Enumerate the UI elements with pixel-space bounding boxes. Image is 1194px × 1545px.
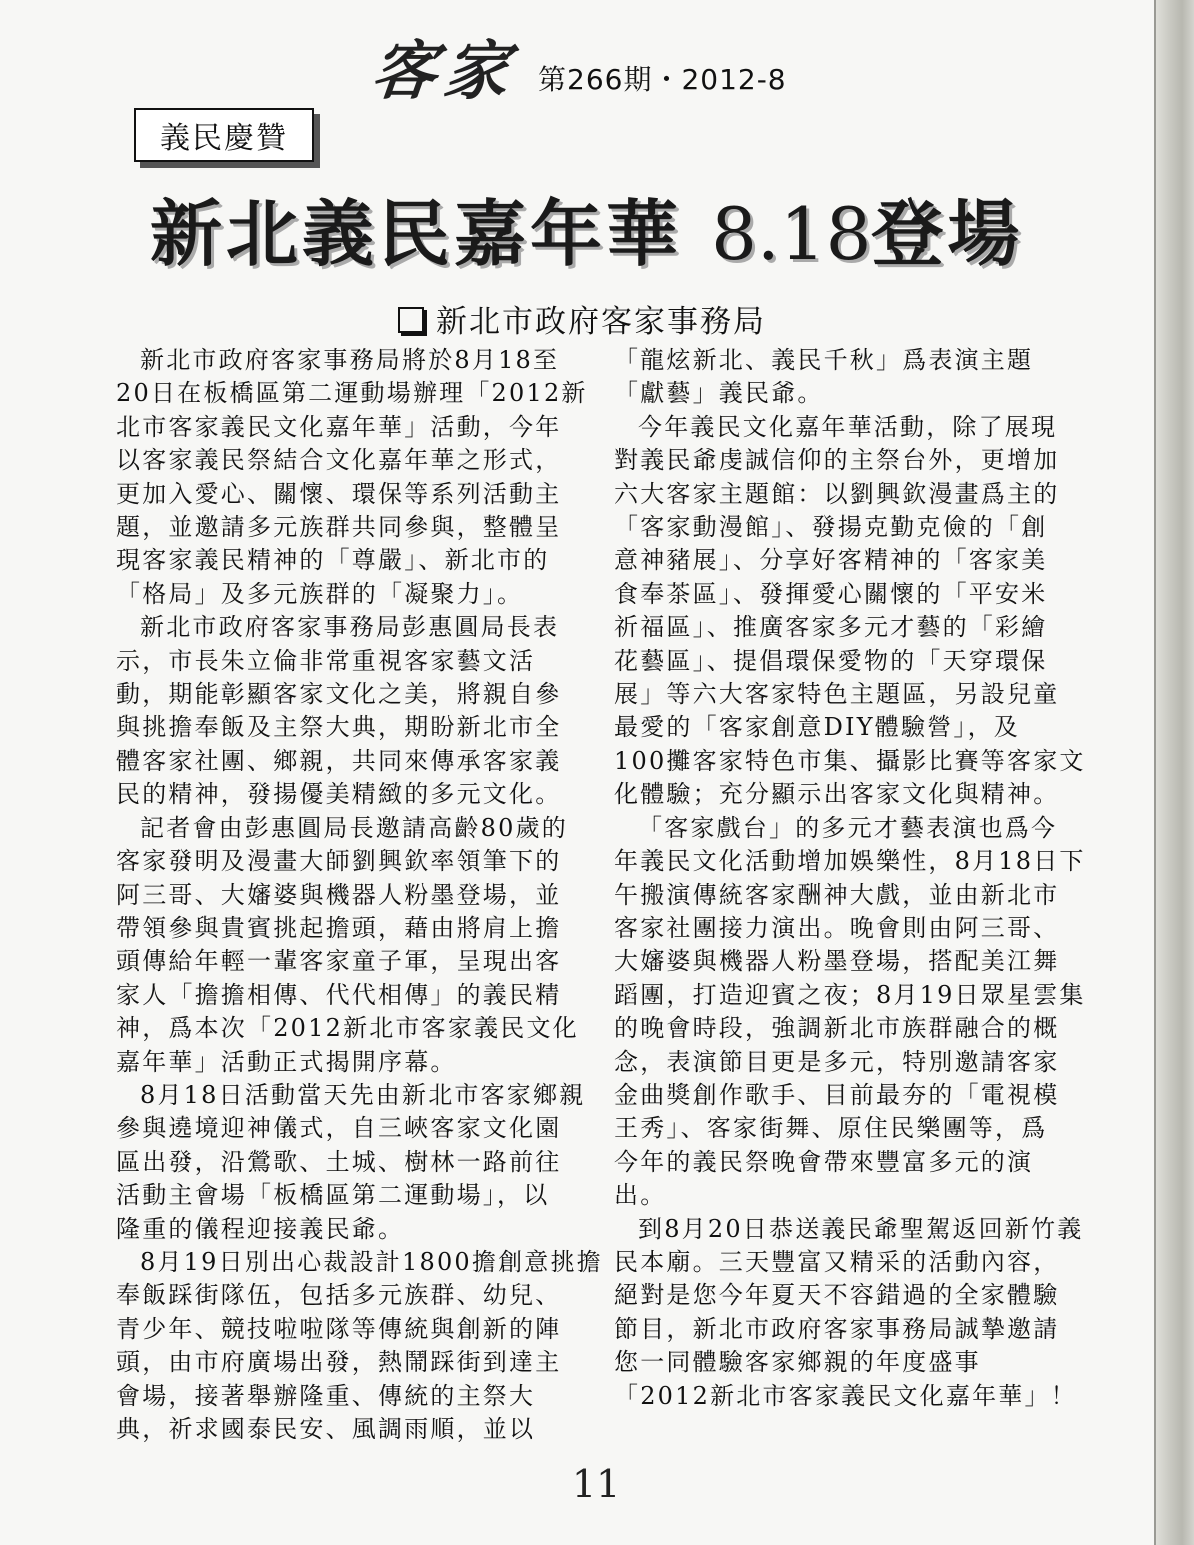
text-line: 六大客家主題館：以劉興欽漫畫爲主的 bbox=[614, 479, 1060, 508]
byline bbox=[398, 296, 766, 341]
text-line: 食奉茶區」、發揮愛心關懷的「平安米 bbox=[614, 579, 1048, 608]
text-line: 會場，接著舉辦隆重、傳統的主祭大 bbox=[116, 1381, 536, 1410]
text-line: 與挑擔奉飯及主祭大典，期盼新北市全 bbox=[116, 713, 562, 742]
text-line: 意神豬展」、分享好客精神的「客家美 bbox=[614, 546, 1048, 575]
text-line: 示，市長朱立倫非常重視客家藝文活 bbox=[116, 646, 536, 675]
article-body-right bbox=[614, 344, 1086, 1413]
text-line: 節目，新北市政府客家事務局誠摯邀請 bbox=[614, 1314, 1060, 1343]
text-line: 8月19日別出心裁設計1800擔創意挑擔 bbox=[140, 1247, 603, 1276]
text-line: 家人「擔擔相傳、代代相傳」的義民精 bbox=[116, 980, 562, 1009]
issue-number: 第266期・2012-8 bbox=[538, 63, 787, 96]
text-line: 到8月20日恭送義民爺聖駕返回新竹義 bbox=[638, 1214, 1084, 1243]
article-column-left bbox=[116, 344, 603, 1446]
page-edge-binding bbox=[1154, 0, 1194, 1545]
text-line: 今年的義民祭晚會帶來豐富多元的演 bbox=[614, 1147, 1034, 1176]
text-line: 動，期能彰顯客家文化之美，將親自參 bbox=[116, 680, 562, 709]
text-line: 祈福區」、推廣客家多元才藝的「彩繪 bbox=[614, 613, 1048, 642]
text-line: 新北市政府客家事務局將於8月18至 bbox=[140, 346, 560, 374]
text-line: 100攤客家特色市集、攝影比賽等客家文 bbox=[614, 746, 1086, 775]
text-line: 題，並邀請多元族群共同參與，整體呈 bbox=[116, 513, 562, 542]
text-line: 新北市政府客家事務局彭惠圓局長表 bbox=[140, 613, 560, 642]
text-line: 花藝區」、提倡環保愛物的「天穿環保 bbox=[614, 646, 1048, 675]
text-line: 體客家社團、鄉親，共同來傳承客家義 bbox=[116, 746, 562, 775]
headline-tail: 登場 bbox=[871, 192, 1024, 276]
text-line: 年義民文化活動增加娛樂性，8月18日下 bbox=[614, 847, 1086, 876]
headline bbox=[150, 176, 1030, 280]
column-label: 義民慶贊 bbox=[134, 108, 314, 162]
text-line: 頭，由市府廣場出發，熱鬧踩街到達主 bbox=[116, 1348, 562, 1377]
text-line: 您一同體驗客家鄉親的年度盛事 bbox=[614, 1348, 981, 1377]
text-line: 北市客家義民文化嘉年華」活動，今年 bbox=[116, 412, 562, 441]
text-line: 20日在板橋區第二運動場辦理「2012新 bbox=[116, 379, 588, 408]
text-line: 更加入愛心、關懷、環保等系列活動主 bbox=[116, 479, 562, 508]
text-line: 的晚會時段，強調新北市族群融合的概 bbox=[614, 1014, 1060, 1043]
text-line: 民本廟。三天豐富又精采的活動內容， bbox=[614, 1247, 1060, 1276]
text-line: 展」等六大客家特色主題區，另設兒童 bbox=[614, 680, 1060, 709]
headline-main: 新北義民嘉年華 bbox=[150, 192, 683, 276]
magazine-logo: 客家 bbox=[368, 34, 520, 109]
text-line: 化體驗；充分顯示出客家文化與精神。 bbox=[614, 780, 1060, 809]
text-line: 頭傳給年輕一輩客家童子軍，呈現出客 bbox=[116, 947, 562, 976]
text-line: 出。 bbox=[614, 1181, 667, 1210]
text-line: 以客家義民祭結合文化嘉年華之形式， bbox=[116, 446, 562, 475]
article-body-left bbox=[116, 344, 603, 1446]
text-line: 典，祈求國泰民安、風調雨順，並以 bbox=[116, 1415, 536, 1443]
text-line: 最愛的「客家創意DIY體驗營」，及 bbox=[614, 713, 1020, 742]
text-line: 客家發明及漫畫大師劉興欽率領筆下的 bbox=[116, 847, 562, 876]
text-line: 午搬演傳統客家酬神大戲，並由新北市 bbox=[614, 880, 1060, 909]
text-line: 「獻藝」義民爺。 bbox=[614, 379, 824, 408]
text-line: 民的精神，發揚優美精緻的多元文化。 bbox=[116, 780, 562, 809]
text-line: 念，表演節目更是多元，特別邀請客家 bbox=[614, 1047, 1060, 1076]
article-column-right bbox=[614, 344, 1086, 1413]
page-number: 11 bbox=[572, 1462, 621, 1506]
checkbox-square-icon bbox=[398, 307, 424, 333]
text-line: 「客家戲台」的多元才藝表演也爲今 bbox=[638, 813, 1058, 842]
byline-text: 新北市政府客家事務局 bbox=[436, 304, 766, 340]
text-line: 金曲獎創作歌手、目前最夯的「電視模 bbox=[614, 1080, 1060, 1109]
text-line: 青少年、競技啦啦隊等傳統與創新的陣 bbox=[116, 1314, 562, 1343]
text-line: 活動主會場「板橋區第二運動場」，以 bbox=[116, 1181, 550, 1210]
text-line: 神，爲本次「2012新北市客家義民文化 bbox=[116, 1014, 579, 1043]
text-line: 記者會由彭惠圓局長邀請高齡80歲的 bbox=[140, 813, 568, 842]
masthead bbox=[368, 24, 787, 109]
text-line: 現客家義民精神的「尊嚴」、新北市的 bbox=[116, 546, 550, 575]
text-line: 大嬸婆與機器人粉墨登場，搭配美江舞 bbox=[614, 947, 1060, 976]
text-line: 「客家動漫館」、發揚克勤克儉的「創 bbox=[614, 513, 1048, 542]
text-line: 阿三哥、大嬸婆與機器人粉墨登場，並 bbox=[116, 880, 562, 909]
text-line: 「2012新北市客家義民文化嘉年華」！ bbox=[614, 1381, 1077, 1410]
text-line: 對義民爺虔誠信仰的主祭台外，更增加 bbox=[614, 446, 1060, 475]
headline-date: 8.18 bbox=[711, 192, 872, 276]
text-line: 嘉年華」活動正式揭開序幕。 bbox=[116, 1047, 457, 1076]
text-line: 今年義民文化嘉年華活動，除了展現 bbox=[638, 412, 1058, 441]
text-line: 區出發，沿鶯歌、土城、樹林一路前往 bbox=[116, 1147, 562, 1176]
text-line: 蹈團，打造迎賓之夜；8月19日眾星雲集 bbox=[614, 980, 1086, 1009]
text-line: 參與遶境迎神儀式，自三峽客家文化園 bbox=[116, 1114, 562, 1143]
text-line: 客家社團接力演出。晚會則由阿三哥、 bbox=[614, 913, 1060, 942]
text-line: 「龍炫新北、義民千秋」爲表演主題 bbox=[614, 346, 1034, 374]
text-line: 8月18日活動當天先由新北市客家鄉親 bbox=[140, 1080, 586, 1109]
text-line: 「格局」及多元族群的「凝聚力」。 bbox=[116, 579, 524, 608]
text-line: 絕對是您今年夏天不容錯過的全家體驗 bbox=[614, 1281, 1060, 1310]
text-line: 王秀」、客家街舞、原住民樂團等，爲 bbox=[614, 1114, 1048, 1143]
text-line: 奉飯踩街隊伍，包括多元族群、幼兒、 bbox=[116, 1281, 562, 1310]
text-line: 隆重的儀程迎接義民爺。 bbox=[116, 1214, 405, 1243]
text-line: 帶領參與貴賓挑起擔頭，藉由將肩上擔 bbox=[116, 913, 562, 942]
